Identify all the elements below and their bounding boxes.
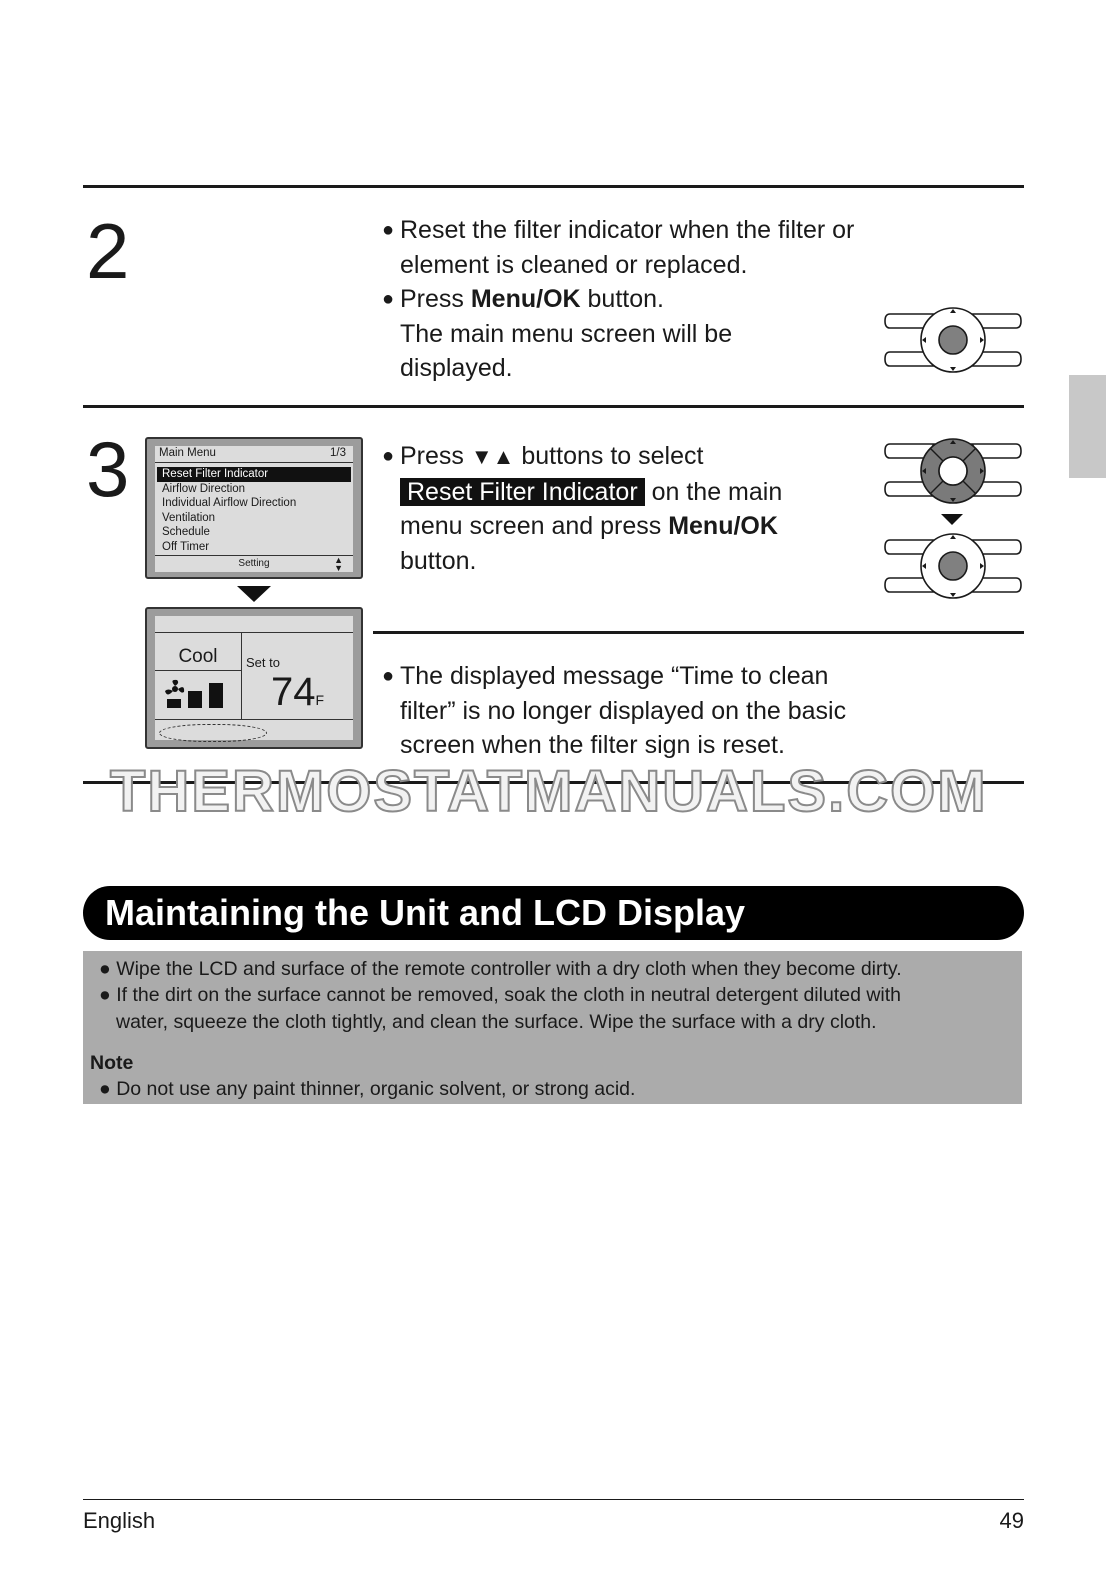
section-title: Maintaining the Unit and LCD Display bbox=[105, 892, 746, 933]
footer-rule bbox=[83, 1499, 1024, 1500]
step-2-text bbox=[382, 213, 882, 386]
temperature-unit: F bbox=[315, 692, 325, 708]
step-2-bullet-2: ● Press Menu/OK button. bbox=[382, 282, 882, 317]
step-3-message-line-3: screen when the filter sign is reset. bbox=[400, 731, 785, 759]
maintenance-bullet-2-line-2: water, squeeze the cloth tightly, and clean the surface. Wipe the surface with a dry cloth. bbox=[116, 1011, 877, 1033]
menu-item-off-timer[interactable]: Off Timer bbox=[162, 540, 210, 553]
step-3-number: 3 bbox=[86, 425, 130, 513]
main-menu-screen bbox=[145, 437, 363, 579]
step-2-line-5: displayed. bbox=[400, 354, 513, 382]
menu-ok-label: Menu/OK bbox=[470, 285, 581, 313]
step-3-line-4: button. bbox=[400, 546, 477, 575]
main-menu-footer: Setting bbox=[238, 558, 270, 569]
step-3-message-line-2: filter” is no longer displayed on the basic bbox=[400, 696, 847, 725]
remote-buttons-ok-icon bbox=[884, 532, 1022, 600]
menu-item-ventilation[interactable]: Ventilation bbox=[162, 511, 216, 524]
up-down-arrow-icon: ▲ ▼ bbox=[334, 555, 343, 573]
down-up-arrows-icon: ▼▲ bbox=[470, 444, 515, 469]
set-to-label: Set to bbox=[246, 655, 280, 670]
main-menu-page: 1/3 bbox=[330, 447, 346, 459]
down-arrow-icon bbox=[237, 586, 271, 602]
step-3-bullet-1: ● Press ▼▲ buttons to select bbox=[382, 439, 862, 475]
filter-sign-area bbox=[159, 724, 267, 742]
menu-item-airflow[interactable]: Airflow Direction bbox=[162, 482, 246, 495]
maintenance-bullet-1: ● Wipe the LCD and surface of the remote controller with a dry cloth when they become dirty. bbox=[99, 958, 902, 980]
menu-item-schedule[interactable]: Schedule bbox=[162, 526, 210, 539]
section-banner bbox=[83, 886, 1024, 940]
step-3-message-line-1: ● The displayed message “Time to clean bbox=[382, 659, 942, 694]
step-divider-rule bbox=[83, 405, 1024, 408]
chapter-tab bbox=[1069, 375, 1106, 478]
step-2-number: 2 bbox=[86, 207, 130, 295]
menu-item-reset-filter[interactable]: Reset Filter Indicator bbox=[157, 467, 351, 482]
menu-item-individual-airflow[interactable]: Individual Airflow Direction bbox=[162, 497, 297, 510]
maintenance-box bbox=[83, 951, 1022, 1104]
mode-label: Cool bbox=[178, 646, 218, 667]
remote-buttons-updown-icon bbox=[884, 436, 1022, 506]
basic-screen bbox=[145, 607, 363, 749]
remote-buttons-center-icon bbox=[884, 306, 1022, 374]
reset-filter-indicator-highlight: Reset Filter Indicator bbox=[400, 478, 645, 506]
note-bullet: ● Do not use any paint thinner, organic solvent, or strong acid. bbox=[99, 1078, 636, 1100]
step-2-line-1: Reset the filter indicator when the filter or bbox=[400, 216, 855, 244]
fan-speed-icon bbox=[165, 679, 229, 709]
menu-ok-label-2: Menu/OK bbox=[668, 512, 778, 540]
page-number: 49 bbox=[999, 1508, 1024, 1533]
step-3-message-text bbox=[382, 659, 942, 763]
main-menu-title: Main Menu bbox=[159, 447, 216, 459]
step3-sub-rule bbox=[373, 631, 1024, 634]
footer-language: English bbox=[83, 1508, 156, 1533]
set-temperature: 74F bbox=[271, 670, 325, 714]
top-rule bbox=[83, 185, 1024, 188]
step-3-text: ● Press ▼▲ buttons to select Reset Filter Indicator on the main menu screen and press Menu/OK button. bbox=[382, 439, 862, 578]
watermark: THERMOSTATMANUALS.COM bbox=[110, 759, 988, 824]
sequence-arrow-icon bbox=[941, 514, 963, 525]
step-2-line-4: The main menu screen will be bbox=[400, 319, 733, 348]
maintenance-bullet-2-line-1: ● If the dirt on the surface cannot be removed, soak the cloth in neutral detergent diluted with bbox=[99, 984, 902, 1006]
note-label: Note bbox=[90, 1052, 134, 1074]
step-2-line-2: element is cleaned or replaced. bbox=[400, 250, 748, 279]
step-2-bullet-1 bbox=[382, 213, 882, 248]
